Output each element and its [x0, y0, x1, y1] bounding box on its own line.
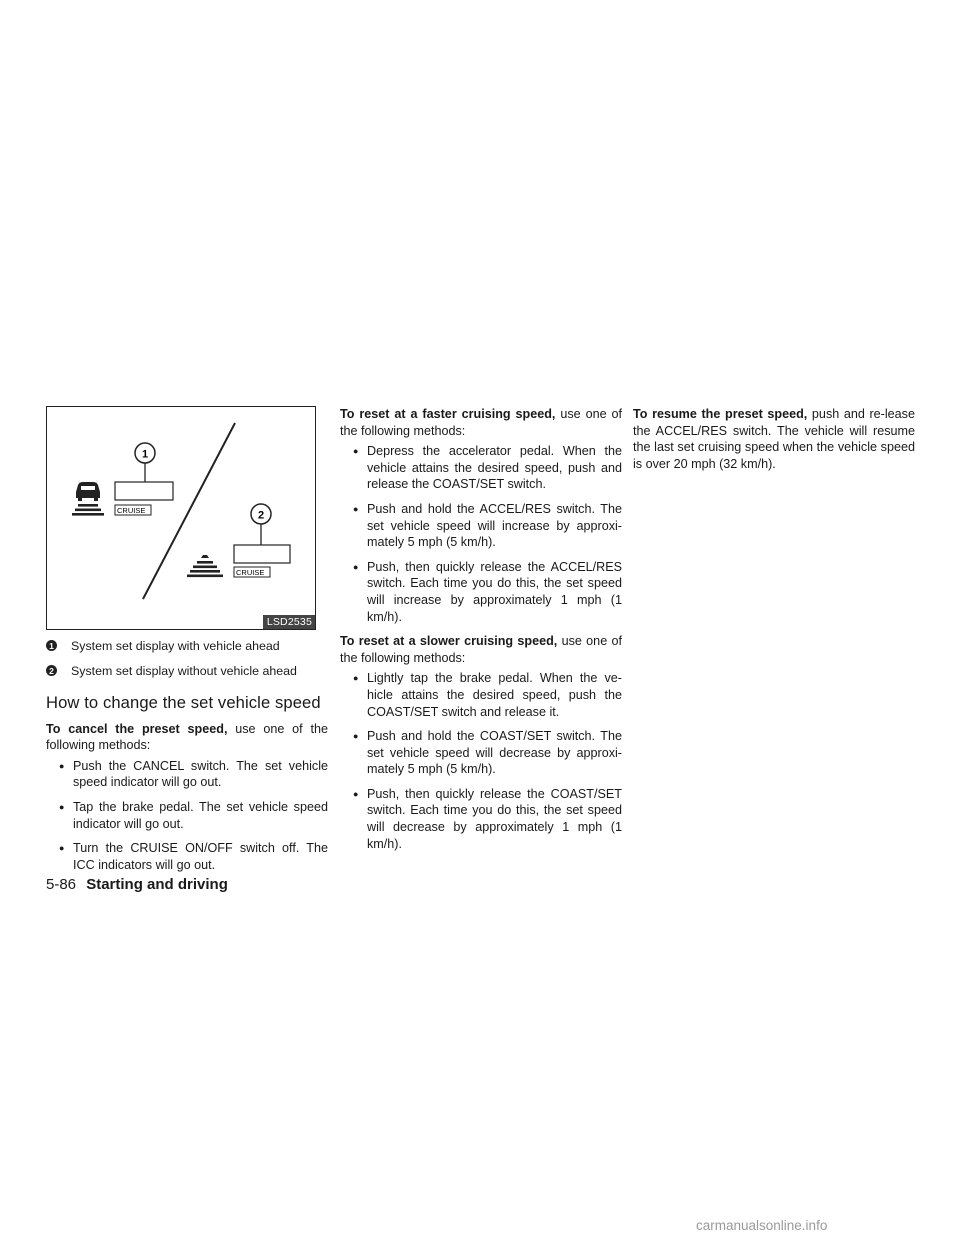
callout-1-number: 1: [141, 448, 149, 461]
faster-lead: To reset at a faster cruising speed,: [340, 407, 556, 421]
list-item: ● Push, then quickly release the COAST/SET switch. Each time you do this, the set speed will decrease by approximately 1 mph (1 km/h).: [340, 786, 622, 852]
watermark: carmanualsonline.info: [696, 1218, 828, 1233]
cancel-intro: [46, 721, 328, 754]
list-item: ● Push and hold the COAST/SET switch. The set vehicle speed will decrease by approxi-mately 5 mph (5 km/h).: [340, 728, 622, 778]
cruise-label-2: CRUISE: [236, 568, 265, 577]
cancel-list: [46, 758, 328, 874]
list-item: ● Push, then quickly release the ACCEL/RES switch. Each time you do this, the set speed will increase by approximately 1 mph (1 km/h).: [340, 559, 622, 625]
callout-2-number: 2: [257, 509, 265, 522]
caption-2-text: System set display without vehicle ahead: [71, 664, 297, 678]
section-heading: How to change the set vehicle speed: [46, 693, 321, 712]
icc-display-figure: [46, 406, 316, 630]
faster-rest: use one of the following methods:: [340, 407, 622, 438]
list-item: ● Push the CANCEL switch. The set vehicle speed indicator will go out.: [46, 758, 328, 791]
column-right: [633, 406, 915, 472]
page-number: 5-86: [46, 876, 77, 893]
slower-intro: [340, 633, 622, 666]
slower-list: [340, 670, 622, 852]
vehicle-ahead-icon: [72, 482, 104, 516]
figure-code: LSD2535: [263, 615, 315, 629]
list-item: ● Depress the accelerator pedal. When the vehicle attains the desired speed, push and release the COAST/SET switch.: [340, 443, 622, 493]
resume-paragraph: [633, 406, 915, 472]
cancel-rest: use one of the following methods:: [46, 721, 328, 753]
caption-1-text: System set display with vehicle ahead: [71, 639, 280, 653]
slower-rest: use one of the following methods:: [340, 634, 622, 665]
column-middle: [340, 406, 622, 860]
resume-rest: push and re-lease the ACCEL/RES switch. The vehicle will resume the last set cruising speed when the vehicle speed is over 20 mph (32 km/h).: [633, 407, 915, 471]
page-footer: [46, 876, 228, 893]
cancel-lead: To cancel the preset speed,: [46, 721, 228, 736]
caption-2-number: 2: [46, 665, 57, 676]
section-name: Starting and driving: [86, 876, 228, 893]
caption-2: [46, 663, 328, 679]
caption-1: [46, 638, 328, 654]
icc-display-illustration: [47, 407, 315, 629]
column-left: [46, 406, 328, 881]
list-item: ● Tap the brake pedal. The set vehicle speed indicator will go out.: [46, 799, 328, 832]
no-vehicle-ahead-icon: [187, 555, 223, 577]
set-speed-box-1: [115, 482, 173, 500]
divider-line: [143, 423, 235, 599]
faster-intro: [340, 406, 622, 439]
resume-lead: To resume the preset speed,: [633, 407, 808, 421]
list-item: ● Lightly tap the brake pedal. When the ve-hicle attains the desired speed, push the COAST/SET switch and release it.: [340, 670, 622, 720]
set-speed-box-2: [234, 545, 290, 563]
list-item: ● Push and hold the ACCEL/RES switch. The set vehicle speed will increase by approxi-mately 5 mph (5 km/h).: [340, 501, 622, 551]
slower-lead: To reset at a slower cruising speed,: [340, 634, 558, 649]
cruise-label-1: CRUISE: [117, 506, 146, 515]
list-item: ● Turn the CRUISE ON/OFF switch off. The ICC indicators will go out.: [46, 840, 328, 873]
faster-list: [340, 443, 622, 625]
caption-1-number: 1: [46, 640, 57, 651]
